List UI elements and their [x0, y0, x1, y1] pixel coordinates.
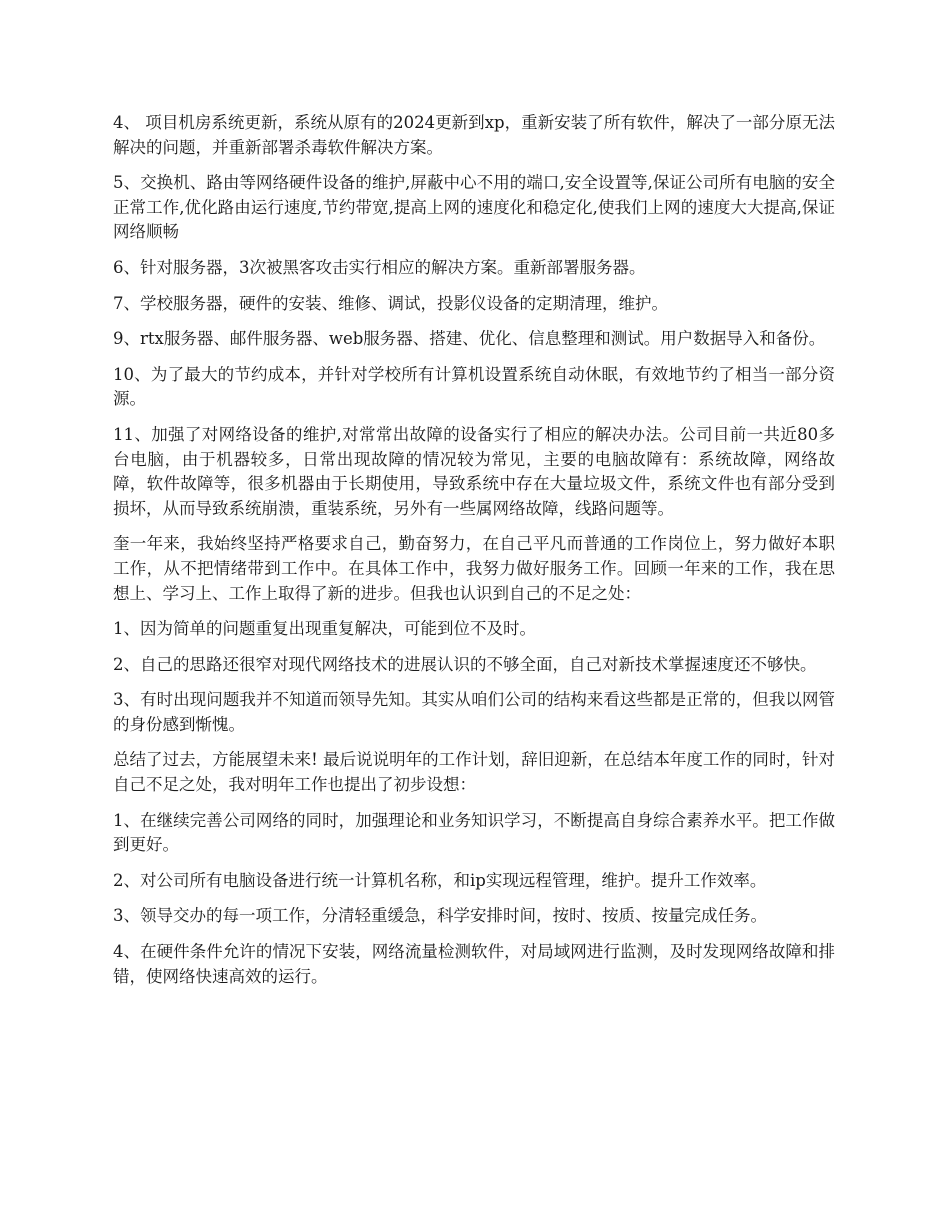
- paragraph-plan-1: 1、在继续完善公司网络的同时，加强理论和业务知识学习，不断提高自身综合素养水平。把工作做到更好。: [113, 810, 835, 855]
- document-body: [113, 111, 835, 1000]
- paragraph-cost-saving: 10、为了最大的节约成本，并针对学校所有计算机设置系统自动休眠，有效地节约了相当一部分资源。: [113, 364, 835, 409]
- paragraph-shortcoming-2: 2、自己的思路还很窄对现代网络技术的进展认识的不够全面，自己对新技术掌握速度还不够快。: [113, 654, 817, 674]
- paragraph-plan-2: 2、对公司所有电脑设备进行统一计算机名称，和ip实现远程管理，维护。提升工作效率。: [113, 870, 767, 890]
- paragraph-plan-intro: 总结了过去，方能展望未来! 最后说说明年的工作计划，辞旧迎新，在总结本年度工作的同时，针对自己不足之处，我对明年工作也提出了初步设想：: [113, 750, 835, 795]
- paragraph-plan-3: 3、领导交办的每一项工作，分清轻重缓急，科学安排时间，按时、按质、按量完成任务。: [113, 906, 767, 926]
- paragraph-network-hardware: 5、交换机、路由等网络硬件设备的维护,屏蔽中心不用的端口,安全设置等,保证公司所有电脑的安全正常工作,优化路由运行速度,节约带宽,提高上网的速度化和稳定化,使我们上网的速度大大提高,保证网络顺畅: [113, 173, 835, 242]
- paragraph-school-server: 7、学校服务器，硬件的安装、维修、调试，投影仪设备的定期清理，维护。: [113, 293, 668, 313]
- paragraph-rtx-server: 9、rtx服务器、邮件服务器、web服务器、搭建、优化、信息整理和测试。用户数据导入和备份。: [113, 329, 826, 349]
- paragraph-shortcoming-1: 1、因为简单的问题重复出现重复解决，可能到位不及时。: [113, 619, 536, 639]
- paragraph-project-room-update: 4、 项目机房系统更新，系统从原有的2024更新到xp，重新安装了所有软件，解决了一部分原无法解决的问题，并重新部署杀毒软件解决方案。: [113, 113, 835, 157]
- paragraph-shortcoming-3: 3、有时出现问题我并不知道而领导先知。其实从咱们公司的结构来看这些都是正常的，但我以网管的身份感到惭愧。: [113, 690, 835, 734]
- paragraph-server-attacks: 6、针对服务器，3次被黑客攻击实行相应的解决方案。重新部署服务器。: [113, 257, 646, 277]
- paragraph-plan-4: 4、在硬件条件允许的情况下安装，网络流量检测软件，对局域网进行监测，及时发现网络故障和排错，使网络快速高效的运行。: [113, 942, 835, 986]
- paragraph-year-summary: 奎一年来，我始终坚持严格要求自己，勤奋努力，在自己平凡而普通的工作岗位上，努力做好本职工作，从不把情绪带到工作中。在具体工作中，我努力做好服务工作。回顾一年来的工作，我在思想上、学习上、工作上取得了新的进步。但我也认识到自己的不足之处：: [113, 534, 835, 603]
- paragraph-device-maintenance: 11、加强了对网络设备的维护,对常常出故障的设备实行了相应的解决办法。公司目前一共近80多台电脑，由于机器较多，日常出现故障的情况较为常见，主要的电脑故障有：系统故障，网络故障，软件故障等，很多机器由于长期使用，导致系统中存在大量垃圾文件，系统文件也有部分受到损坏，从而导致系统崩溃，重装系统，另外有一些属网络故障，线路问题等。: [113, 424, 835, 518]
